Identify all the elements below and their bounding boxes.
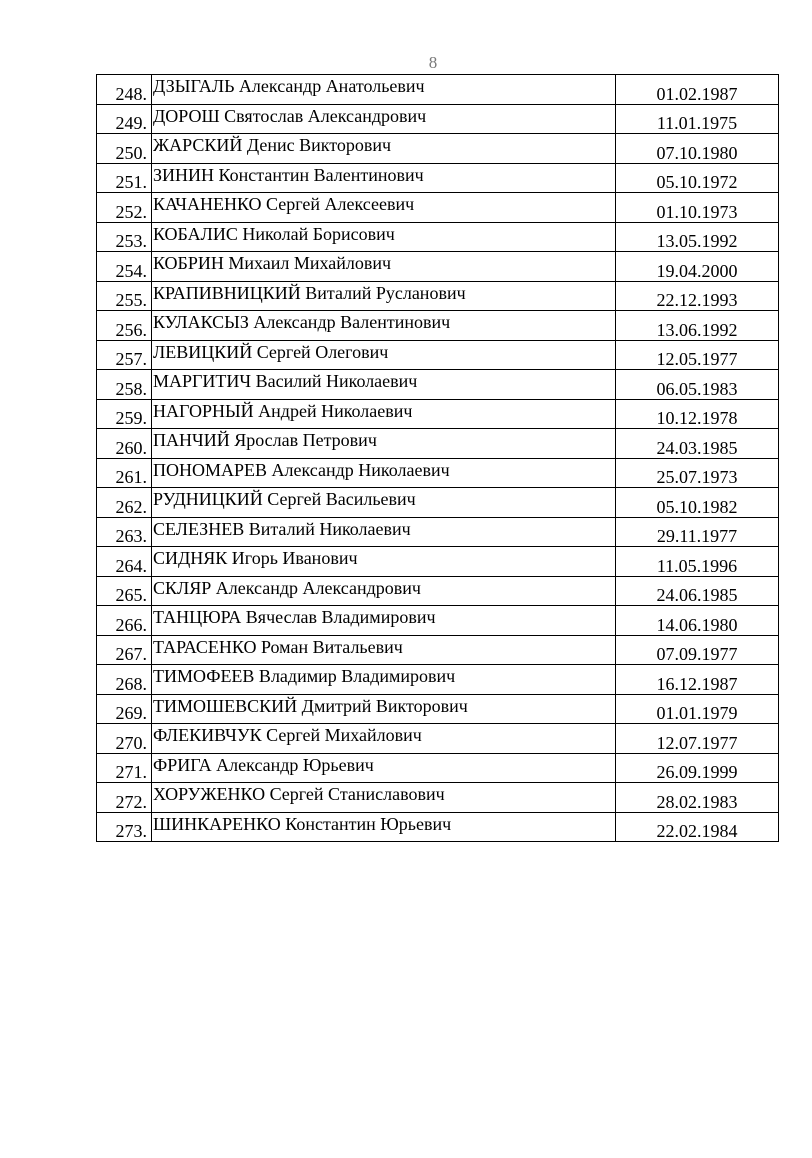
person-name-cell: МАРГИТИЧ Василий Николаевич: [152, 370, 616, 400]
birth-date-cell: 07.10.1980: [616, 134, 779, 164]
table-row: [97, 753, 779, 783]
row-number-cell: 254.: [97, 252, 152, 282]
person-name-cell: ТИМОШЕВСКИЙ Дмитрий Викторович: [152, 694, 616, 724]
row-number-cell: 251.: [97, 163, 152, 193]
table-row: [97, 281, 779, 311]
table-row: [97, 694, 779, 724]
birth-date-cell: 12.05.1977: [616, 340, 779, 370]
birth-date-cell: 11.01.1975: [616, 104, 779, 134]
row-number-cell: 271.: [97, 753, 152, 783]
row-number-cell: 273.: [97, 812, 152, 842]
birth-date-cell: 13.06.1992: [616, 311, 779, 341]
row-number-cell: 270.: [97, 724, 152, 754]
person-name-cell: ТАРАСЕНКО Роман Витальевич: [152, 635, 616, 665]
person-name-cell: ФРИГА Александр Юрьевич: [152, 753, 616, 783]
row-number-cell: 259.: [97, 399, 152, 429]
birth-date-cell: 06.05.1983: [616, 370, 779, 400]
person-name-cell: НАГОРНЫЙ Андрей Николаевич: [152, 399, 616, 429]
birth-date-cell: 24.06.1985: [616, 576, 779, 606]
table-row: [97, 340, 779, 370]
birth-date-cell: 01.01.1979: [616, 694, 779, 724]
birth-date-cell: 13.05.1992: [616, 222, 779, 252]
table-row: [97, 576, 779, 606]
person-name-cell: КУЛАКСЫЗ Александр Валентинович: [152, 311, 616, 341]
person-name-cell: КОБРИН Михаил Михайлович: [152, 252, 616, 282]
person-name-cell: ЖАРСКИЙ Денис Викторович: [152, 134, 616, 164]
row-number-cell: 265.: [97, 576, 152, 606]
row-number-cell: 268.: [97, 665, 152, 695]
row-number-cell: 261.: [97, 458, 152, 488]
person-name-cell: СИДНЯК Игорь Иванович: [152, 547, 616, 577]
birth-date-cell: 05.10.1982: [616, 488, 779, 518]
table-row: [97, 547, 779, 577]
birth-date-cell: 01.02.1987: [616, 75, 779, 105]
row-number-cell: 258.: [97, 370, 152, 400]
birth-date-cell: 29.11.1977: [616, 517, 779, 547]
row-number-cell: 253.: [97, 222, 152, 252]
birth-date-cell: 01.10.1973: [616, 193, 779, 223]
birth-date-cell: 05.10.1972: [616, 163, 779, 193]
person-name-cell: КОБАЛИС Николай Борисович: [152, 222, 616, 252]
table-row: [97, 429, 779, 459]
table-row: [97, 311, 779, 341]
person-name-cell: ПОНОМАРЕВ Александр Николаевич: [152, 458, 616, 488]
table-row: [97, 517, 779, 547]
birth-date-cell: 16.12.1987: [616, 665, 779, 695]
table-row: [97, 163, 779, 193]
person-name-cell: ХОРУЖЕНКО Сергей Станиславович: [152, 783, 616, 813]
person-name-cell: РУДНИЦКИЙ Сергей Васильевич: [152, 488, 616, 518]
row-number-cell: 263.: [97, 517, 152, 547]
row-number-cell: 255.: [97, 281, 152, 311]
page-number: 8: [428, 53, 438, 72]
table-row: [97, 370, 779, 400]
person-name-cell: ТАНЦЮРА Вячеслав Владимирович: [152, 606, 616, 636]
birth-date-cell: 14.06.1980: [616, 606, 779, 636]
person-name-cell: ЗИНИН Константин Валентинович: [152, 163, 616, 193]
birth-date-cell: 10.12.1978: [616, 399, 779, 429]
table-row: [97, 635, 779, 665]
birth-date-cell: 22.12.1993: [616, 281, 779, 311]
table-row: [97, 783, 779, 813]
birth-date-cell: 28.02.1983: [616, 783, 779, 813]
row-number-cell: 269.: [97, 694, 152, 724]
person-name-cell: СЕЛЕЗНЕВ Виталий Николаевич: [152, 517, 616, 547]
person-name-cell: СКЛЯР Александр Александрович: [152, 576, 616, 606]
birth-date-cell: 26.09.1999: [616, 753, 779, 783]
table-row: [97, 665, 779, 695]
person-name-cell: ШИНКАРЕНКО Константин Юрьевич: [152, 812, 616, 842]
table-row: [97, 193, 779, 223]
table-row: [97, 104, 779, 134]
row-number-cell: 249.: [97, 104, 152, 134]
row-number-cell: 248.: [97, 75, 152, 105]
table-row: [97, 458, 779, 488]
row-number-cell: 257.: [97, 340, 152, 370]
person-name-cell: ФЛЕКИВЧУК Сергей Михайлович: [152, 724, 616, 754]
birth-date-cell: 22.02.1984: [616, 812, 779, 842]
person-name-cell: ПАНЧИЙ Ярослав Петрович: [152, 429, 616, 459]
birth-date-cell: 07.09.1977: [616, 635, 779, 665]
birth-date-cell: 24.03.1985: [616, 429, 779, 459]
table-row: [97, 252, 779, 282]
row-number-cell: 266.: [97, 606, 152, 636]
row-number-cell: 272.: [97, 783, 152, 813]
person-name-cell: ЛЕВИЦКИЙ Сергей Олегович: [152, 340, 616, 370]
table-row: [97, 488, 779, 518]
row-number-cell: 250.: [97, 134, 152, 164]
row-number-cell: 252.: [97, 193, 152, 223]
roster-table: [96, 74, 779, 842]
table-row: [97, 606, 779, 636]
table-row: [97, 134, 779, 164]
birth-date-cell: 11.05.1996: [616, 547, 779, 577]
birth-date-cell: 25.07.1973: [616, 458, 779, 488]
roster-table-body: [97, 75, 779, 842]
row-number-cell: 256.: [97, 311, 152, 341]
person-name-cell: ТИМОФЕЕВ Владимир Владимирович: [152, 665, 616, 695]
row-number-cell: 260.: [97, 429, 152, 459]
person-name-cell: КРАПИВНИЦКИЙ Виталий Русланович: [152, 281, 616, 311]
row-number-cell: 262.: [97, 488, 152, 518]
person-name-cell: ДОРОШ Святослав Александрович: [152, 104, 616, 134]
person-name-cell: КАЧАНЕНКО Сергей Алексеевич: [152, 193, 616, 223]
table-row: [97, 222, 779, 252]
birth-date-cell: 19.04.2000: [616, 252, 779, 282]
birth-date-cell: 12.07.1977: [616, 724, 779, 754]
person-name-cell: ДЗЫГАЛЬ Александр Анатольевич: [152, 75, 616, 105]
table-row: [97, 724, 779, 754]
table-row: [97, 75, 779, 105]
table-row: [97, 812, 779, 842]
row-number-cell: 267.: [97, 635, 152, 665]
row-number-cell: 264.: [97, 547, 152, 577]
table-row: [97, 399, 779, 429]
